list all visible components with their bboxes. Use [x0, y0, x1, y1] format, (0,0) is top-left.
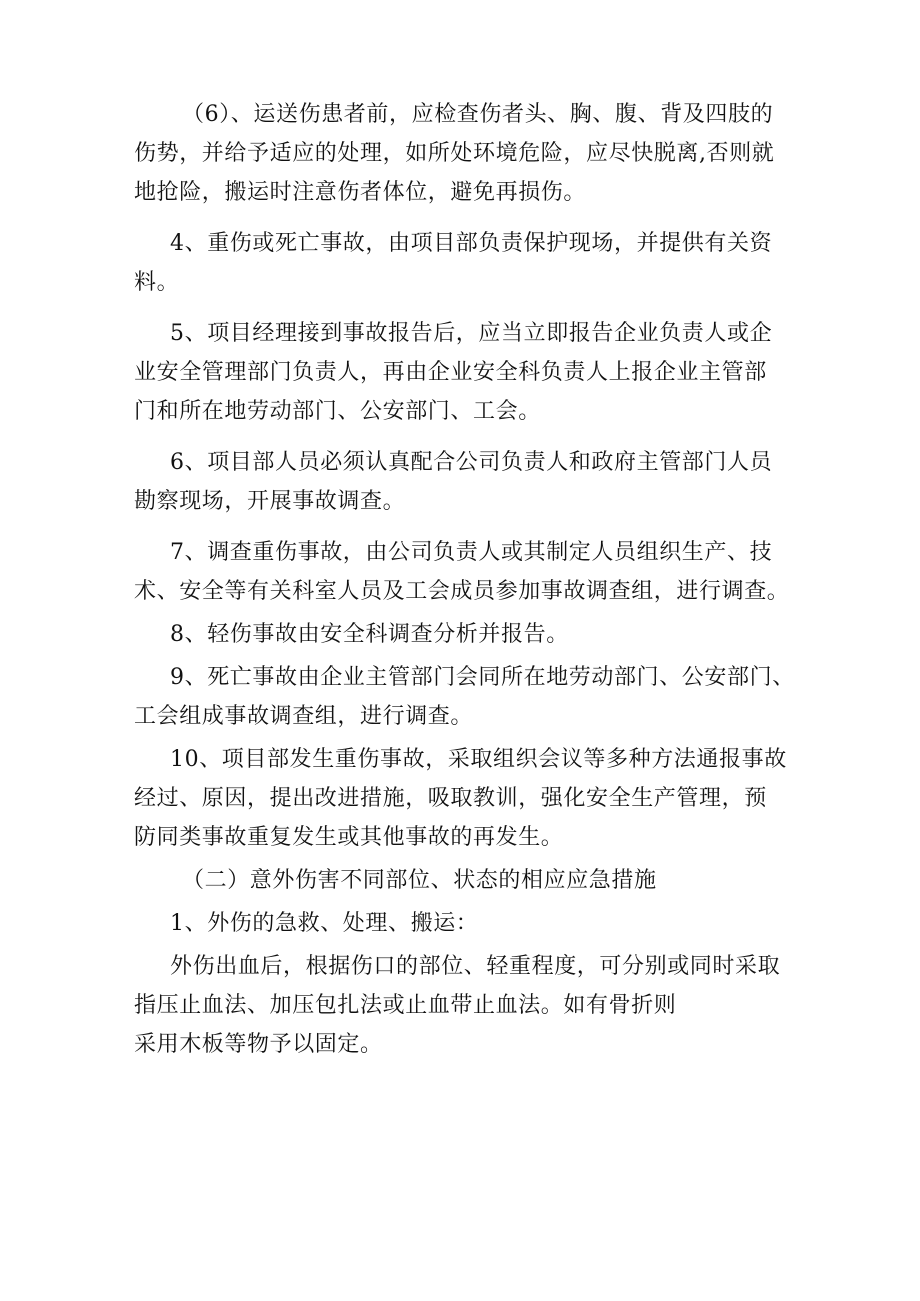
- paragraph-item-5: [134, 314, 806, 431]
- paragraph-transport-injured: [134, 95, 806, 212]
- paragraph-item-7: [134, 533, 806, 611]
- text-line: 指压止血法、加压包扎法或止血带止血法。如有骨折则: [134, 993, 677, 1018]
- text-line: 8、轻伤事故由安全科调查分析并报告。: [170, 622, 569, 647]
- section-heading-emergency-measures: [134, 861, 806, 900]
- text-line: 9、死亡事故由企业主管部门会同所在地劳动部门、公安部门、: [170, 665, 795, 690]
- text-line: 7、调查重伤事故，由公司负责人或其制定人员组织生产、技: [170, 540, 773, 565]
- text-line: 4、重伤或死亡事故，由项目部负责保护现场，并提供有关资: [170, 231, 773, 256]
- text-line: 工会组成事故调查组，进行调查。: [134, 704, 474, 729]
- text-line: （二）意外伤害不同部位、状态的相应应急措施: [182, 868, 657, 893]
- paragraph-item-10: [134, 740, 806, 857]
- text-line: 防同类事故重复发生或其他事故的再发生。: [134, 825, 564, 850]
- text-line: （6）、运送伤患者前，应检查伤者头、胸、腹、背及四肢的: [182, 102, 774, 127]
- paragraph-item-4: [134, 224, 806, 302]
- text-line: 经过、原因，提出改进措施，吸取教训，强化安全生产管理，预: [134, 786, 767, 811]
- document-body: [134, 95, 806, 1076]
- text-line: 伤势，并给予适应的处理，如所处环境危险，应尽快脱离,否则就: [134, 141, 775, 166]
- text-line: 外伤出血后，根据伤口的部位、轻重程度，可分别或同时采取: [170, 954, 781, 979]
- paragraph-item-9: [134, 658, 806, 736]
- text-line: 勘察现场，开展事故调查。: [134, 489, 406, 514]
- text-line: 门和所在地劳动部门、公安部门、工会。: [134, 399, 541, 424]
- text-line: 业安全管理部门负责人，再由企业安全科负责人上报企业主管部: [134, 360, 767, 385]
- paragraph-trauma-first-aid: [134, 904, 806, 943]
- paragraph-item-6: [134, 443, 806, 521]
- text-line: 料。: [134, 270, 180, 295]
- paragraph-bleeding-treatment: [134, 947, 806, 1064]
- text-line: 1、外伤的急救、处理、搬运：: [170, 911, 479, 936]
- text-line: 地抢险，搬运时注意伤者体位，避免再损伤。: [134, 180, 587, 205]
- text-line: 10、项目部发生重伤事故，采取组织会议等多种方法通报事故: [170, 747, 787, 772]
- text-line: 采用木板等物予以固定。: [134, 1032, 383, 1057]
- text-line: 术、安全等有关科室人员及工会成员参加事故调查组，进行调查。: [134, 579, 790, 604]
- text-line: 5、项目经理接到事故报告后，应当立即报告企业负责人或企: [170, 321, 773, 346]
- text-line: 6、项目部人员必须认真配合公司负责人和政府主管部门人员: [170, 450, 773, 475]
- paragraph-item-8: [134, 615, 806, 654]
